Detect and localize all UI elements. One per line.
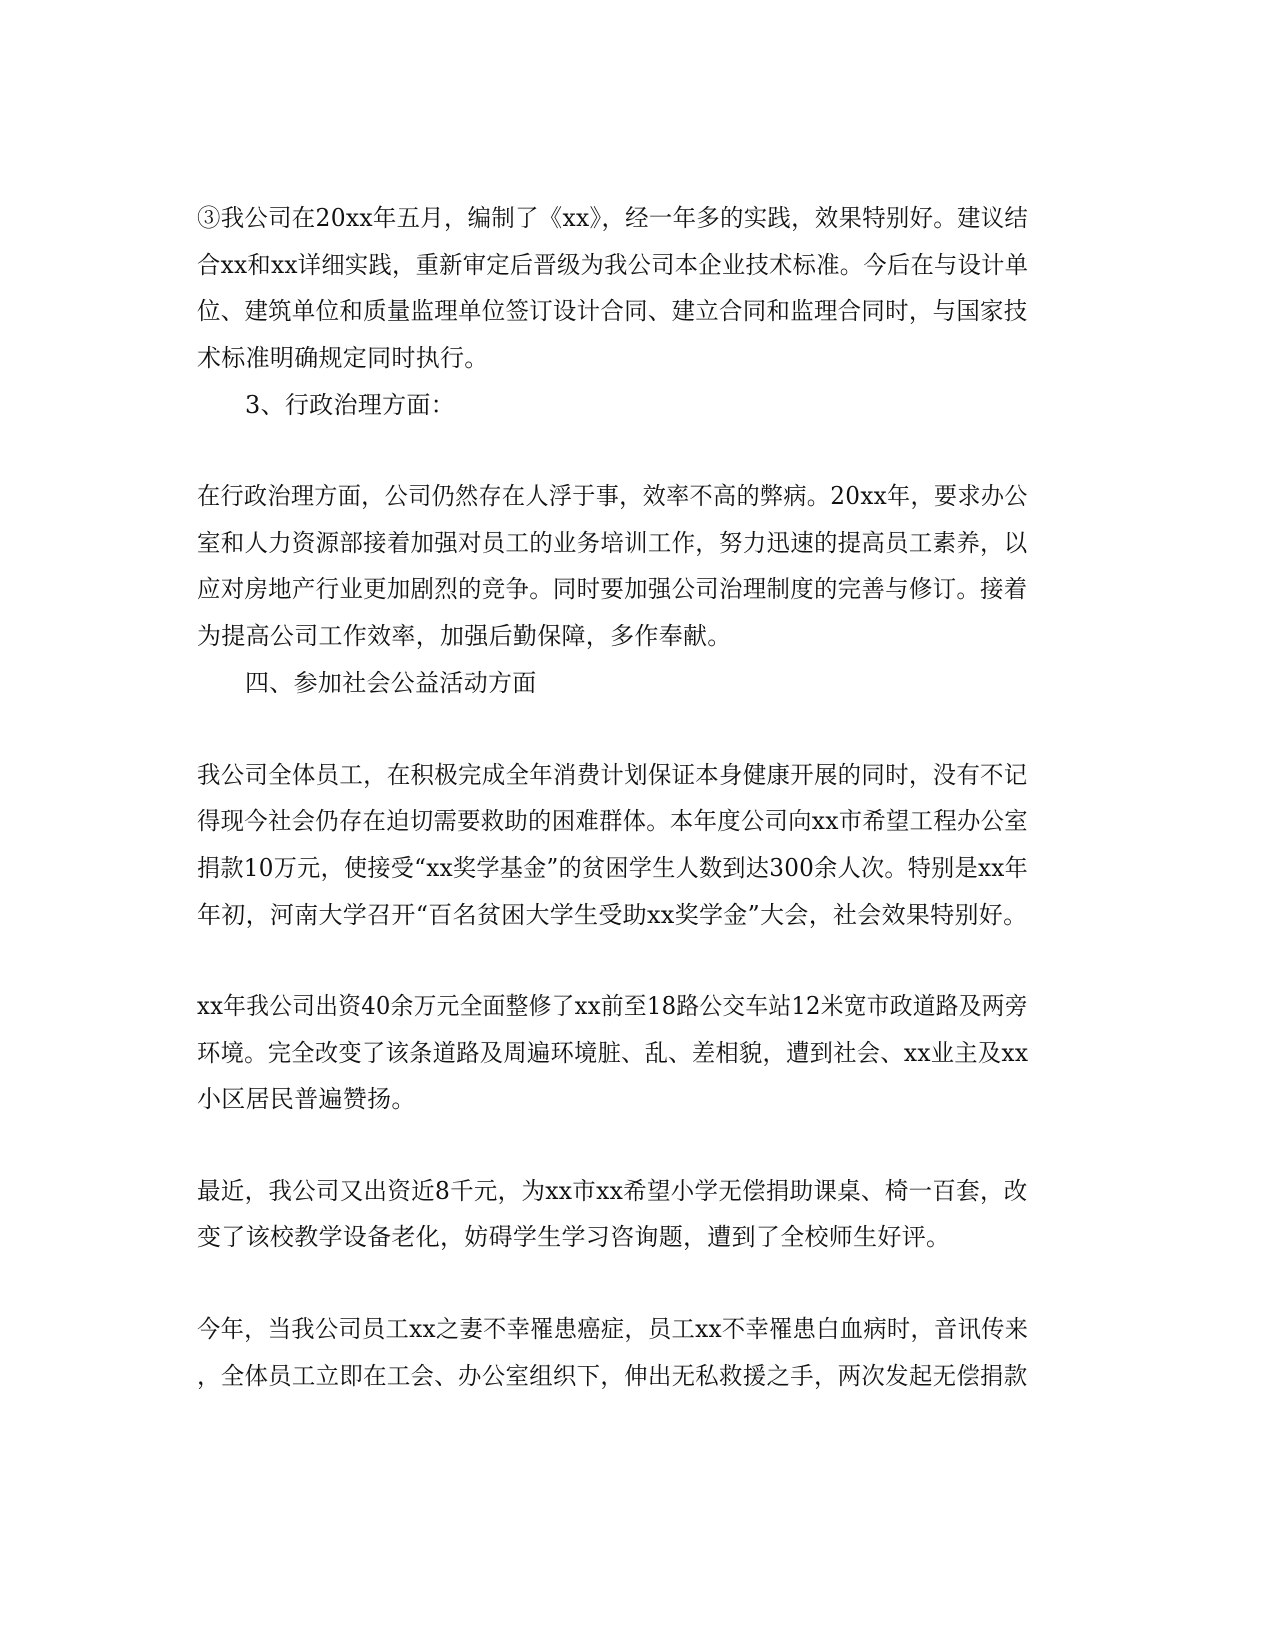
paragraph-1-line-4: 术标准明确规定同时执行。 — [197, 344, 489, 372]
paragraph-4-line-3: 小区居民普遍赞扬。 — [197, 1085, 416, 1113]
paragraph-4-line-1: xx年我公司出资40余万元全面整修了xx前至18路公交车站12米宽市政道路及两旁 — [197, 992, 1028, 1020]
paragraph-5-line-1: 最近，我公司又出资近8千元，为xx市xx希望小学无偿捐助课桌、椅一百套，改 — [197, 1177, 1028, 1205]
paragraph-1-line-2: 合xx和xx详细实践，重新审定后晋级为我公司本企业技术标准。今后在与设计单 — [197, 251, 1029, 279]
section-heading-public-welfare: 四、参加社会公益活动方面 — [245, 669, 537, 697]
paragraph-2-line-2: 室和人力资源部接着加强对员工的业务培训工作，努力迅速的提高员工素养，以 — [197, 529, 1028, 557]
paragraph-1-line-3: 位、建筑单位和质量监理单位签订设计合同、建立合同和监理合同时，与国家技 — [197, 297, 1028, 325]
paragraph-3-line-1: 我公司全体员工，在积极完成全年消费计划保证本身健康开展的同时，没有不记 — [197, 761, 1028, 789]
paragraph-2-line-4: 为提高公司工作效率，加强后勤保障，多作奉献。 — [197, 622, 732, 650]
paragraph-2-line-1: 在行政治理方面，公司仍然存在人浮于事，效率不高的弊病。20xx年，要求办公 — [197, 482, 1028, 510]
paragraph-4-line-2: 环境。完全改变了该条道路及周遍环境脏、乱、差相貌，遭到社会、xx业主及xx — [197, 1039, 1029, 1067]
paragraph-3-line-3: 捐款10万元，使接受“xx奖学基金”的贫困学生人数到达300余人次。特别是xx年 — [197, 854, 1029, 882]
paragraph-6-line-2: ，全体员工立即在工会、办公室组织下，伸出无私救援之手，两次发起无偿捐款 — [197, 1362, 1028, 1390]
paragraph-1-line-1: ③我公司在20xx年五月，编制了《xx》，经一年多的实践，效果特别好。建议结 — [197, 204, 1029, 232]
section-heading-administration: 3、行政治理方面： — [245, 391, 455, 419]
paragraph-3-line-2: 得现今社会仍存在迫切需要救助的困难群体。本年度公司向xx市希望工程办公室 — [197, 807, 1028, 835]
paragraph-6-line-1: 今年，当我公司员工xx之妻不幸罹患癌症，员工xx不幸罹患白血病时，音讯传来 — [197, 1315, 1029, 1343]
paragraph-3-line-4: 年初，河南大学召开“百名贫困大学生受助xx奖学金”大会，社会效果特别好。 — [197, 901, 1028, 929]
paragraph-5-line-2: 变了该校教学设备老化，妨碍学生学习咨询题，遭到了全校师生好评。 — [197, 1223, 951, 1251]
paragraph-2-line-3: 应对房地产行业更加剧烈的竞争。同时要加强公司治理制度的完善与修订。接着 — [197, 575, 1028, 603]
